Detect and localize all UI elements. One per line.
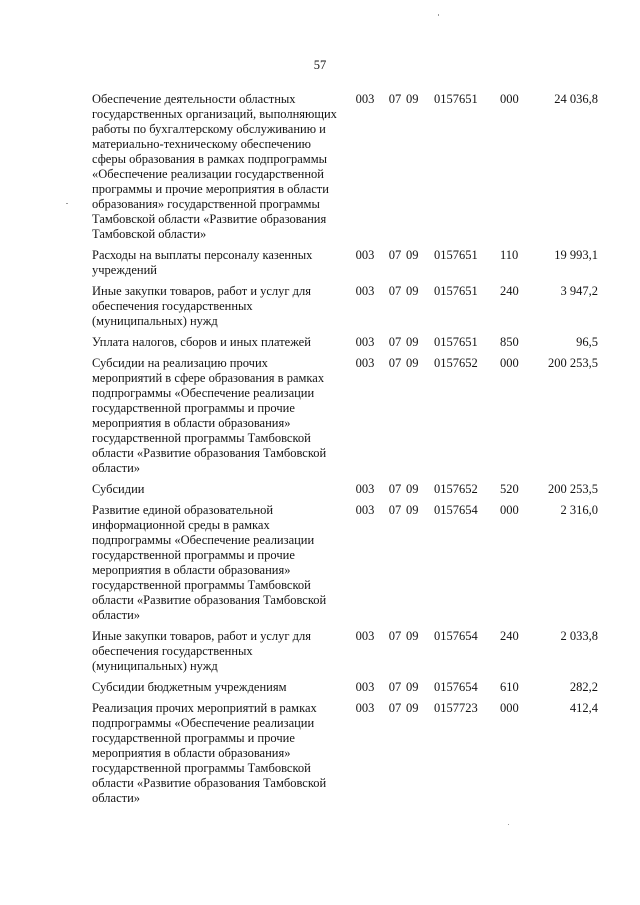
amount: 2 316,0 [560, 503, 598, 517]
table-row [92, 497, 598, 623]
subsection-code: 09 [406, 503, 419, 517]
expense-name: Расходы на выплаты персоналу казенных учреждений [92, 248, 313, 277]
section-code: 07 [388, 482, 402, 496]
table-row [92, 329, 598, 350]
subsection-code: 09 [406, 92, 419, 106]
department-code: 003 [355, 482, 375, 496]
scan-speck [66, 203, 68, 204]
expense-type-code: 000 [500, 92, 519, 106]
section-code: 07 [388, 335, 402, 349]
department-code: 003 [355, 284, 375, 298]
table-row [92, 674, 598, 695]
subsection-code: 09 [406, 356, 419, 370]
target-article-code: 0157654 [434, 680, 478, 694]
amount: 19 993,1 [554, 248, 598, 262]
department-code: 003 [355, 248, 375, 262]
table-row [92, 92, 598, 242]
scan-speck [508, 824, 509, 825]
target-article-code: 0157652 [434, 356, 478, 370]
page-number: 57 [313, 58, 327, 72]
subsection-code: 09 [406, 248, 419, 262]
amount: 96,5 [576, 335, 598, 349]
department-code: 003 [355, 629, 375, 643]
department-code: 003 [355, 680, 375, 694]
amount: 200 253,5 [548, 356, 598, 370]
subsection-code: 09 [406, 284, 419, 298]
section-code: 07 [388, 629, 402, 643]
expense-name: Развитие единой образовательной информационной среды в рамках подпрограммы «Обеспечение реализации государственной программы и прочие мероприятия в области образования» государственной программы Тамбовской области «Развитие образования Тамбовской области» [92, 503, 327, 622]
expense-type-code: 610 [500, 680, 519, 694]
expense-name: Реализация прочих мероприятий в рамках подпрограммы «Обеспечение реализации государственной программы и прочие мероприятия в области образования» государственной программы Тамбовской области «Развитие образования Тамбовской области» [92, 701, 327, 805]
subsection-code: 09 [406, 335, 419, 349]
amount: 282,2 [569, 680, 598, 694]
amount: 2 033,8 [560, 629, 598, 643]
target-article-code: 0157652 [434, 482, 478, 496]
expense-name: Субсидии [92, 482, 145, 496]
expense-type-code: 000 [500, 356, 519, 370]
department-code: 003 [355, 701, 375, 715]
scan-speck [438, 14, 439, 16]
table-row [92, 476, 598, 497]
table-row [92, 242, 598, 278]
amount: 200 253,5 [548, 482, 598, 496]
target-article-code: 0157654 [434, 503, 478, 517]
table-row [92, 623, 598, 674]
target-article-code: 0157723 [434, 701, 478, 715]
target-article-code: 0157654 [434, 629, 478, 643]
budget-table [92, 92, 598, 806]
target-article-code: 0157651 [434, 248, 478, 262]
section-code: 07 [388, 503, 402, 517]
expense-type-code: 850 [500, 335, 519, 349]
department-code: 003 [355, 356, 375, 370]
expense-name: Субсидии бюджетным учреждениям [92, 680, 287, 694]
subsection-code: 09 [406, 680, 419, 694]
expense-type-code: 240 [500, 629, 519, 643]
table-body [92, 92, 598, 806]
section-code: 07 [388, 92, 402, 106]
expense-name: Обеспечение деятельности областных государственных организаций, выполняющих работы по бухгалтерскому обслуживанию и материально-техническому обеспечению сферы образования в рамках подпрограммы «Обеспечение реализации государственной программы и прочие мероприятия в области образования» государственной программы Тамбовской области «Развитие образования Тамбовской области» [92, 92, 337, 241]
target-article-code: 0157651 [434, 335, 478, 349]
expense-type-code: 520 [500, 482, 519, 496]
amount: 24 036,8 [554, 92, 598, 106]
expense-type-code: 240 [500, 284, 519, 298]
expense-type-code: 000 [500, 503, 519, 517]
expense-type-code: 000 [500, 701, 519, 715]
section-code: 07 [388, 356, 402, 370]
expense-name: Уплата налогов, сборов и иных платежей [92, 335, 311, 349]
expense-type-code: 110 [500, 248, 519, 262]
amount: 412,4 [569, 701, 598, 715]
target-article-code: 0157651 [434, 92, 478, 106]
amount: 3 947,2 [560, 284, 598, 298]
section-code: 07 [388, 248, 402, 262]
subsection-code: 09 [406, 701, 419, 715]
table-row [92, 350, 598, 476]
department-code: 003 [355, 335, 375, 349]
department-code: 003 [355, 92, 375, 106]
department-code: 003 [355, 503, 375, 517]
expense-name: Иные закупки товаров, работ и услуг для обеспечения государственных (муниципальных) нужд [92, 284, 312, 328]
table-row [92, 278, 598, 329]
section-code: 07 [388, 284, 402, 298]
section-code: 07 [388, 680, 402, 694]
expense-name: Субсидии на реализацию прочих мероприятий в сфере образования в рамках подпрограммы «Обеспечение реализации государственной программы и прочие мероприятия в области образования» государственной программы Тамбовской области «Развитие образования Тамбовской области» [92, 356, 327, 475]
subsection-code: 09 [406, 482, 419, 496]
expense-name: Иные закупки товаров, работ и услуг для обеспечения государственных (муниципальных) нужд [92, 629, 312, 673]
target-article-code: 0157651 [434, 284, 478, 298]
table-row [92, 695, 598, 806]
section-code: 07 [388, 701, 402, 715]
subsection-code: 09 [406, 629, 419, 643]
